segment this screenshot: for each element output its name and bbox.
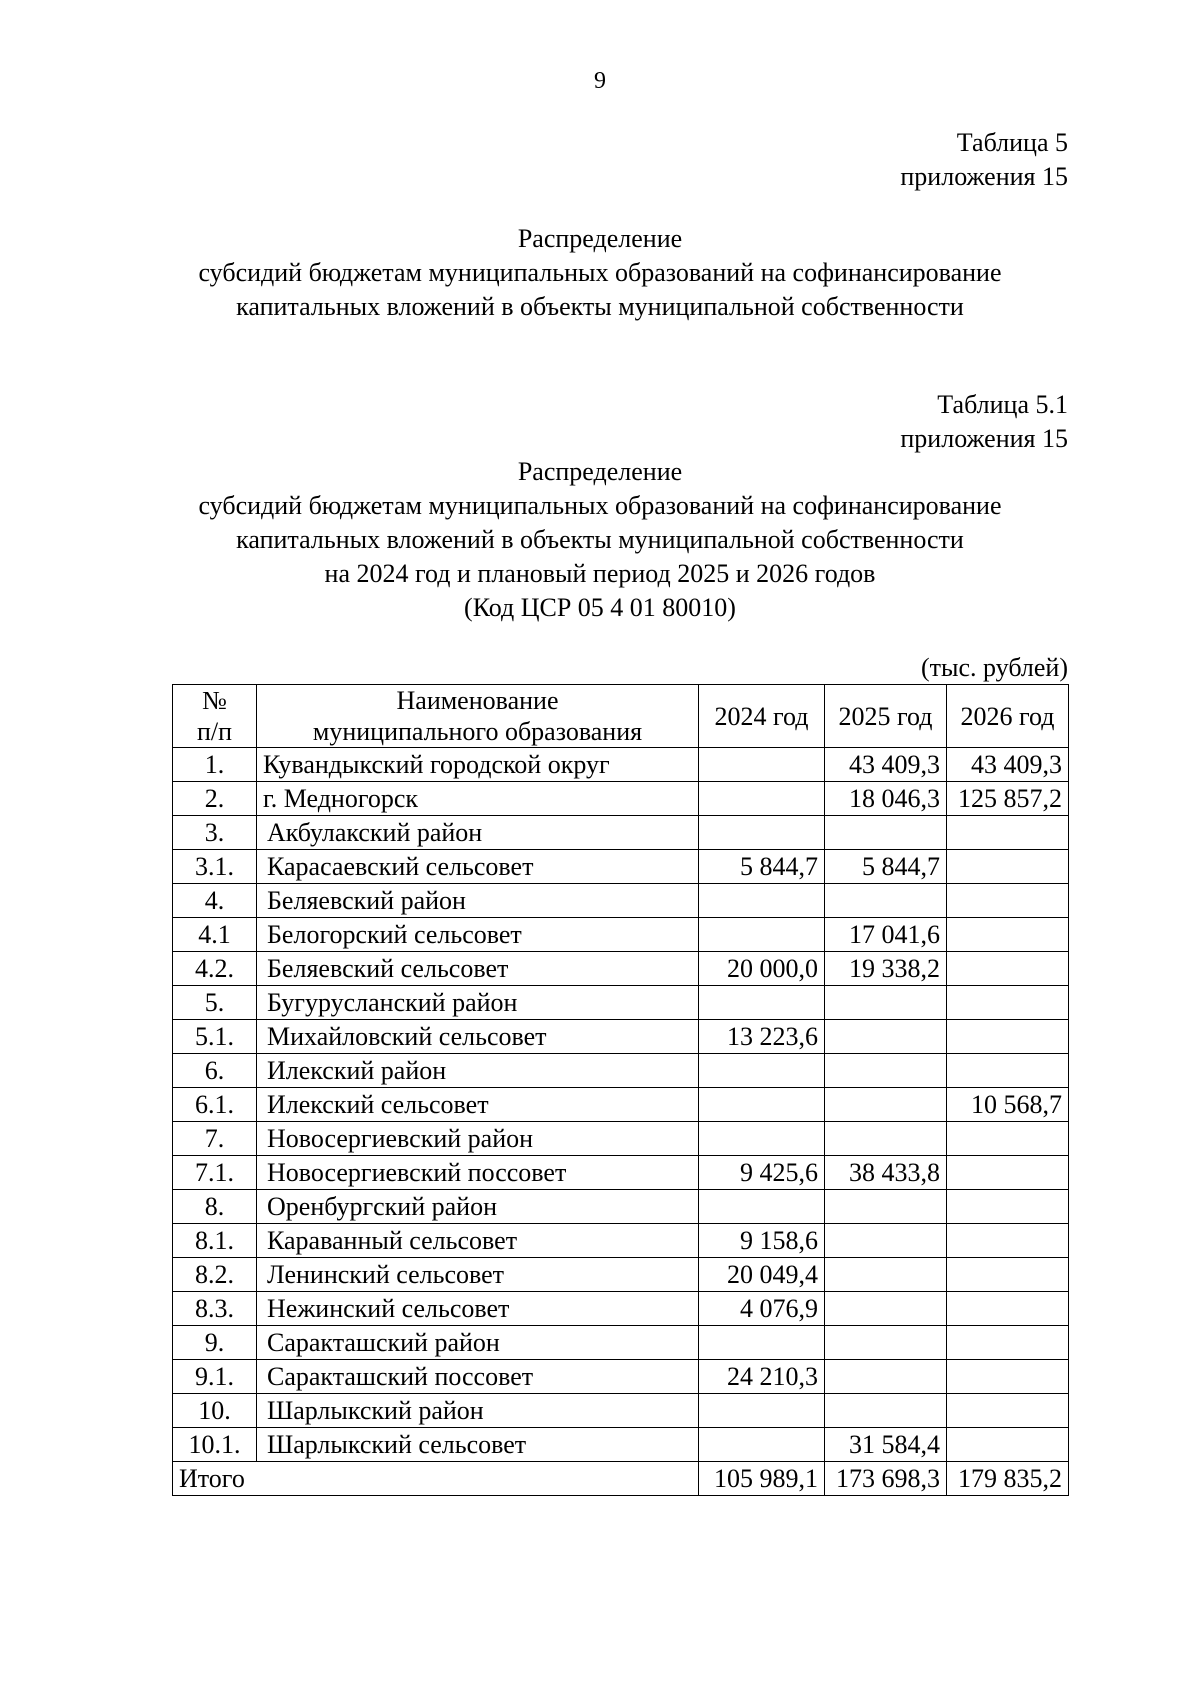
row-number: 3.1. <box>173 850 257 884</box>
table-row <box>173 1394 1069 1428</box>
row-value-2026: 10 568,7 <box>947 1088 1069 1122</box>
heading-line: субсидий бюджетам муниципальных образований на софинансирование <box>198 258 1002 287</box>
table-row <box>173 918 1069 952</box>
row-value-2025 <box>825 1122 947 1156</box>
row-value-2026 <box>947 1394 1069 1428</box>
row-value-2026 <box>947 850 1069 884</box>
row-value-2026 <box>947 952 1069 986</box>
row-value-2024: 9 158,6 <box>699 1224 825 1258</box>
row-value-2026 <box>947 1054 1069 1088</box>
row-number: 7. <box>173 1122 257 1156</box>
heading-period: на 2024 год и плановый период 2025 и 2026 годов <box>324 559 876 588</box>
row-name: г. Медногорск <box>257 782 699 816</box>
row-value-2026: 43 409,3 <box>947 748 1069 782</box>
row-value-2026 <box>947 1156 1069 1190</box>
heading-line: капитальных вложений в объекты муниципальной собственности <box>236 525 964 554</box>
header-name: Наименование муниципального образования <box>257 685 699 748</box>
row-value-2025 <box>825 1020 947 1054</box>
row-number: 9. <box>173 1326 257 1360</box>
heading-title: Распределение <box>517 457 683 486</box>
table-body <box>173 748 1069 1462</box>
row-value-2025 <box>825 816 947 850</box>
row-number: 8.3. <box>173 1292 257 1326</box>
row-value-2026 <box>947 1224 1069 1258</box>
table-row <box>173 884 1069 918</box>
table-row <box>173 986 1069 1020</box>
row-value-2024: 13 223,6 <box>699 1020 825 1054</box>
row-value-2024 <box>699 782 825 816</box>
table-row <box>173 1088 1069 1122</box>
row-value-2025 <box>825 1360 947 1394</box>
table51-label: Таблица 5.1 <box>937 390 1068 419</box>
row-number: 8. <box>173 1190 257 1224</box>
row-value-2026 <box>947 816 1069 850</box>
row-value-2025: 17 041,6 <box>825 918 947 952</box>
table-row <box>173 850 1069 884</box>
total-2025: 173 698,3 <box>825 1462 947 1496</box>
row-value-2024 <box>699 986 825 1020</box>
row-number: 10. <box>173 1394 257 1428</box>
row-number: 4.2. <box>173 952 257 986</box>
row-number: 2. <box>173 782 257 816</box>
row-value-2025 <box>825 1292 947 1326</box>
heading-table5 <box>0 222 1200 324</box>
row-name: Бугурусланский район <box>257 986 699 1020</box>
heading-title: Распределение <box>517 224 683 253</box>
row-number: 7.1. <box>173 1156 257 1190</box>
row-value-2024 <box>699 748 825 782</box>
row-name: Караванный сельсовет <box>257 1224 699 1258</box>
row-value-2026 <box>947 986 1069 1020</box>
row-value-2025 <box>825 1224 947 1258</box>
row-value-2025 <box>825 1258 947 1292</box>
row-value-2025 <box>825 1054 947 1088</box>
row-value-2025: 19 338,2 <box>825 952 947 986</box>
row-number: 10.1. <box>173 1428 257 1462</box>
table-row <box>173 1122 1069 1156</box>
table-row <box>173 816 1069 850</box>
row-value-2026 <box>947 1428 1069 1462</box>
table51-appendix: приложения 15 <box>900 424 1068 453</box>
row-value-2025: 43 409,3 <box>825 748 947 782</box>
table-row <box>173 782 1069 816</box>
row-name: Беляевский сельсовет <box>257 952 699 986</box>
table-row <box>173 1326 1069 1360</box>
row-value-2024 <box>699 1394 825 1428</box>
row-number: 6. <box>173 1054 257 1088</box>
row-value-2025: 18 046,3 <box>825 782 947 816</box>
row-number: 4. <box>173 884 257 918</box>
row-name: Михайловский сельсовет <box>257 1020 699 1054</box>
row-value-2025: 38 433,8 <box>825 1156 947 1190</box>
row-number: 5.1. <box>173 1020 257 1054</box>
table5-reference <box>900 126 1068 194</box>
row-name: Ленинский сельсовет <box>257 1258 699 1292</box>
subsidy-table <box>172 684 1069 1496</box>
table-row <box>173 1190 1069 1224</box>
page-number: 9 <box>594 68 606 94</box>
row-number: 8.1. <box>173 1224 257 1258</box>
row-value-2024: 9 425,6 <box>699 1156 825 1190</box>
row-value-2024: 24 210,3 <box>699 1360 825 1394</box>
row-number: 1. <box>173 748 257 782</box>
total-row <box>173 1462 1069 1496</box>
row-number: 8.2. <box>173 1258 257 1292</box>
row-value-2024 <box>699 1122 825 1156</box>
row-value-2025 <box>825 884 947 918</box>
row-value-2024 <box>699 1190 825 1224</box>
header-number: № п/п <box>173 685 257 748</box>
row-number: 6.1. <box>173 1088 257 1122</box>
row-value-2024 <box>699 884 825 918</box>
row-number: 4.1 <box>173 918 257 952</box>
row-name: Илекский район <box>257 1054 699 1088</box>
row-value-2025 <box>825 1088 947 1122</box>
row-name: Оренбургский район <box>257 1190 699 1224</box>
row-value-2024: 4 076,9 <box>699 1292 825 1326</box>
row-name: Кувандыкский городской округ <box>257 748 699 782</box>
total-2024: 105 989,1 <box>699 1462 825 1496</box>
table-row <box>173 1054 1069 1088</box>
row-name: Карасаевский сельсовет <box>257 850 699 884</box>
heading-line: субсидий бюджетам муниципальных образований на софинансирование <box>198 491 1002 520</box>
total-label: Итого <box>173 1462 699 1496</box>
row-value-2024: 20 049,4 <box>699 1258 825 1292</box>
row-value-2024 <box>699 816 825 850</box>
row-name: Шарлыкский сельсовет <box>257 1428 699 1462</box>
row-name: Белогорский сельсовет <box>257 918 699 952</box>
heading-table51 <box>0 455 1200 625</box>
row-value-2024 <box>699 1088 825 1122</box>
row-name: Саракташский поссовет <box>257 1360 699 1394</box>
table-row <box>173 952 1069 986</box>
row-name: Беляевский район <box>257 884 699 918</box>
row-number: 5. <box>173 986 257 1020</box>
row-value-2026 <box>947 1292 1069 1326</box>
row-value-2024 <box>699 1428 825 1462</box>
table-row <box>173 1156 1069 1190</box>
row-value-2024 <box>699 1054 825 1088</box>
row-name: Новосергиевский район <box>257 1122 699 1156</box>
heading-code: (Код ЦСР 05 4 01 80010) <box>464 593 736 622</box>
row-value-2024 <box>699 1326 825 1360</box>
table51-reference <box>900 388 1068 456</box>
row-value-2025: 31 584,4 <box>825 1428 947 1462</box>
table-row <box>173 1428 1069 1462</box>
table-header-row <box>173 685 1069 748</box>
row-value-2026 <box>947 1360 1069 1394</box>
header-2026: 2026 год <box>947 685 1069 748</box>
row-value-2026 <box>947 1122 1069 1156</box>
row-value-2026 <box>947 1020 1069 1054</box>
table-row <box>173 748 1069 782</box>
row-value-2026 <box>947 918 1069 952</box>
row-value-2024 <box>699 918 825 952</box>
row-value-2025 <box>825 1326 947 1360</box>
units-label: (тыс. рублей) <box>920 653 1068 682</box>
table-row <box>173 1224 1069 1258</box>
row-name: Нежинский сельсовет <box>257 1292 699 1326</box>
table-row <box>173 1292 1069 1326</box>
row-name: Акбулакский район <box>257 816 699 850</box>
row-number: 3. <box>173 816 257 850</box>
row-value-2026 <box>947 884 1069 918</box>
total-2026: 179 835,2 <box>947 1462 1069 1496</box>
row-value-2025: 5 844,7 <box>825 850 947 884</box>
table-row <box>173 1258 1069 1292</box>
table-row <box>173 1020 1069 1054</box>
heading-line: капитальных вложений в объекты муниципальной собственности <box>236 292 964 321</box>
row-value-2025 <box>825 986 947 1020</box>
row-name: Новосергиевский поссовет <box>257 1156 699 1190</box>
row-value-2026 <box>947 1258 1069 1292</box>
row-value-2026: 125 857,2 <box>947 782 1069 816</box>
header-2025: 2025 год <box>825 685 947 748</box>
table5-label: Таблица 5 <box>956 128 1068 157</box>
table-row <box>173 1360 1069 1394</box>
row-value-2025 <box>825 1190 947 1224</box>
header-2024: 2024 год <box>699 685 825 748</box>
row-value-2024: 5 844,7 <box>699 850 825 884</box>
row-value-2026 <box>947 1326 1069 1360</box>
row-value-2025 <box>825 1394 947 1428</box>
row-name: Шарлыкский район <box>257 1394 699 1428</box>
row-name: Саракташский район <box>257 1326 699 1360</box>
row-number: 9.1. <box>173 1360 257 1394</box>
row-name: Илекский сельсовет <box>257 1088 699 1122</box>
table5-appendix: приложения 15 <box>900 162 1068 191</box>
row-value-2024: 20 000,0 <box>699 952 825 986</box>
row-value-2026 <box>947 1190 1069 1224</box>
